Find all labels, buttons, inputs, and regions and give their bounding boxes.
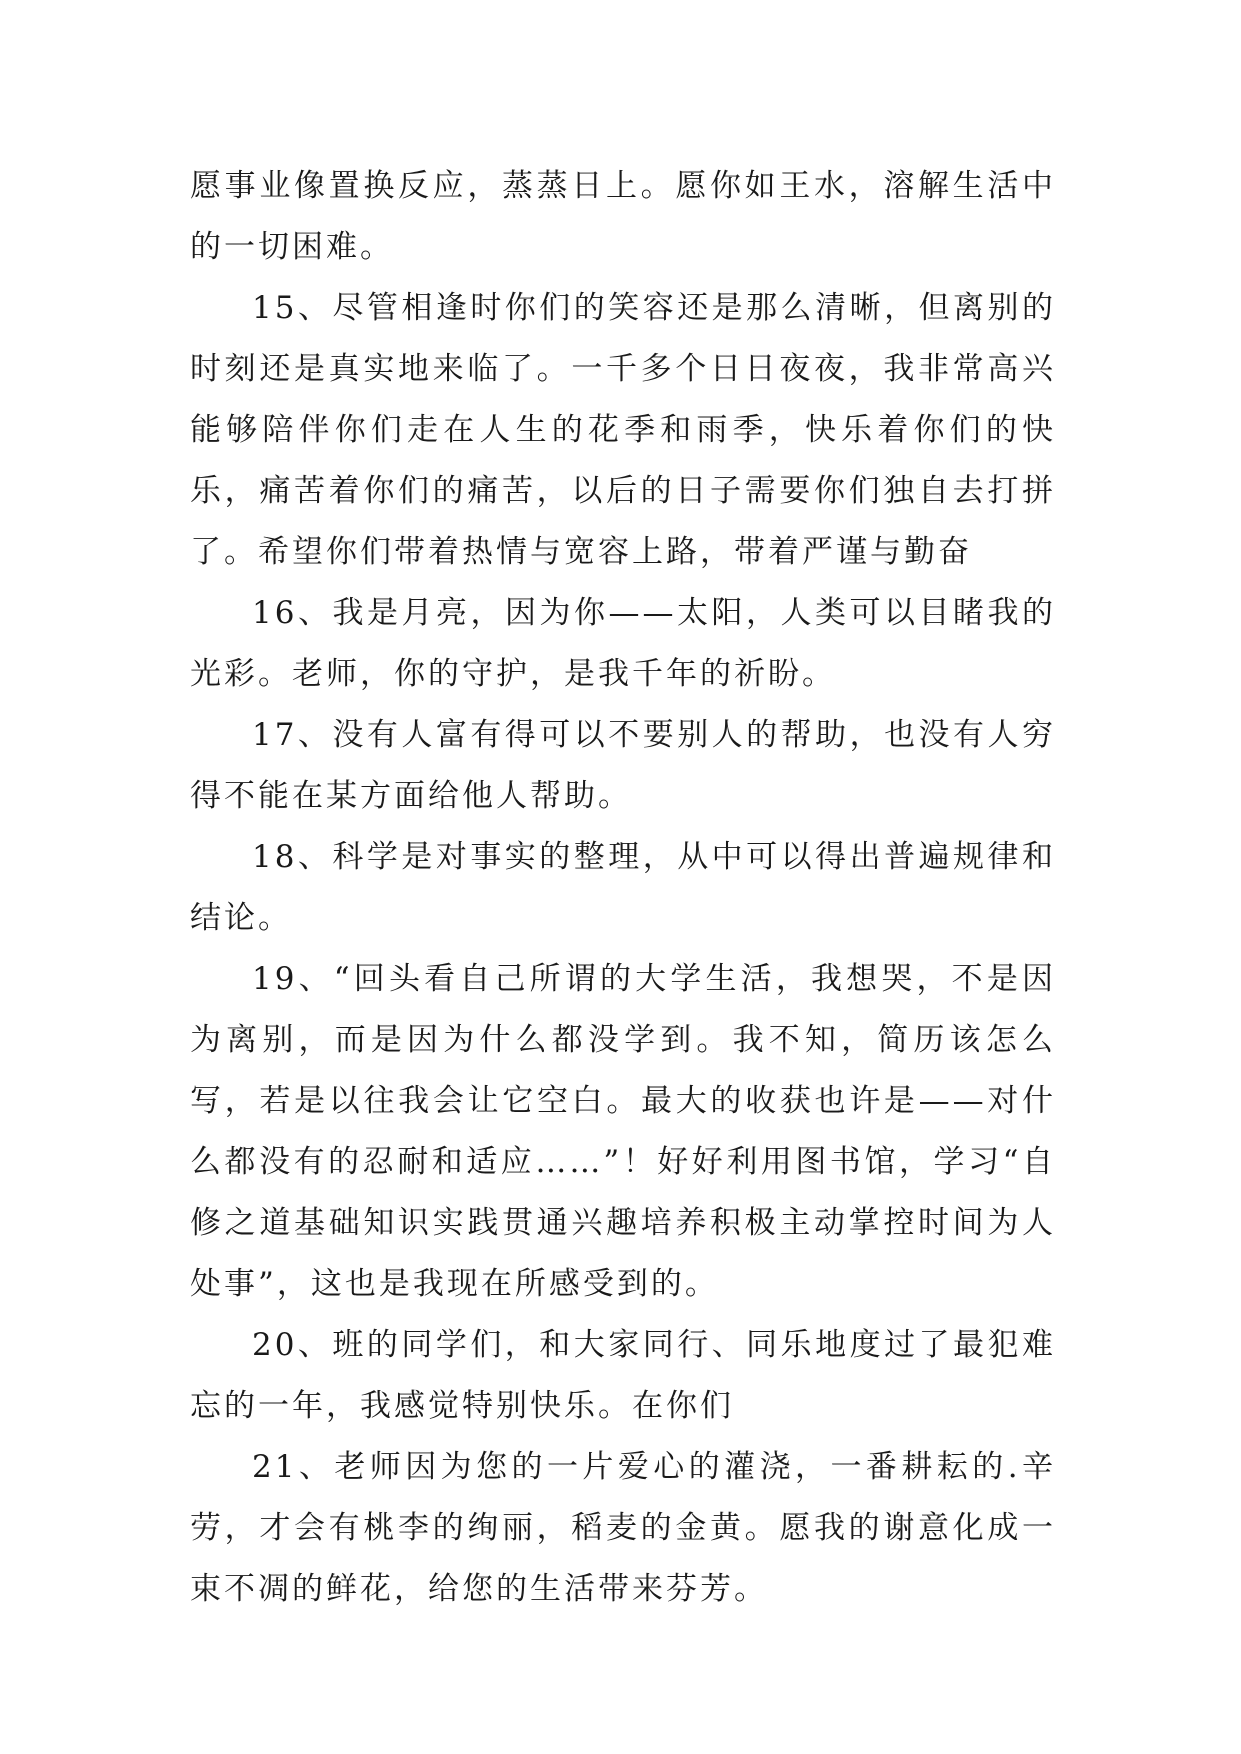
paragraph-17: 17、没有人富有得可以不要别人的帮助，也没有人穷得不能在某方面给他人帮助。: [190, 717, 1056, 814]
paragraph-20: 20、班的同学们，和大家同行、同乐地度过了最犯难忘的一年，我感觉特别快乐。在你们: [190, 1327, 1056, 1424]
paragraph-15: 15、尽管相逢时你们的笑容还是那么清晰，但离别的时刻还是真实地来临了。一千多个日日夜夜，我非常高兴能够陪伴你们走在人生的花季和雨季，快乐着你们的快乐，痛苦着你们的痛苦，以后的日子需要你们独自去打拼了。希望你们带着热情与宽容上路，带着严谨与勤奋: [190, 290, 1056, 570]
paragraph-21: 21、老师因为您的一片爱心的灌浇，一番耕耘的.辛劳，才会有桃李的绚丽，稻麦的金黄。愿我的谢意化成一束不凋的鲜花，给您的生活带来芬芳。: [190, 1449, 1056, 1607]
paragraph-continuation: 愿事业像置换反应，蒸蒸日上。愿你如王水，溶解生活中的一切困难。: [190, 168, 1056, 265]
paragraph-19: 19、“回头看自己所谓的大学生活，我想哭，不是因为离别，而是因为什么都没学到。我不知，简历该怎么写，若是以往我会让它空白。最大的收获也许是——对什么都没有的忍耐和适应……”！好好利用图书馆，学习“自修之道基础知识实践贯通兴趣培养积极主动掌控时间为人处事”，这也是我现在所感受到的。: [190, 961, 1056, 1302]
paragraph-18: 18、科学是对事实的整理，从中可以得出普遍规律和结论。: [190, 839, 1056, 936]
document-body: [190, 156, 1056, 1620]
paragraph-16: 16、我是月亮，因为你——太阳，人类可以目睹我的光彩。老师，你的守护，是我千年的祈盼。: [190, 595, 1056, 692]
